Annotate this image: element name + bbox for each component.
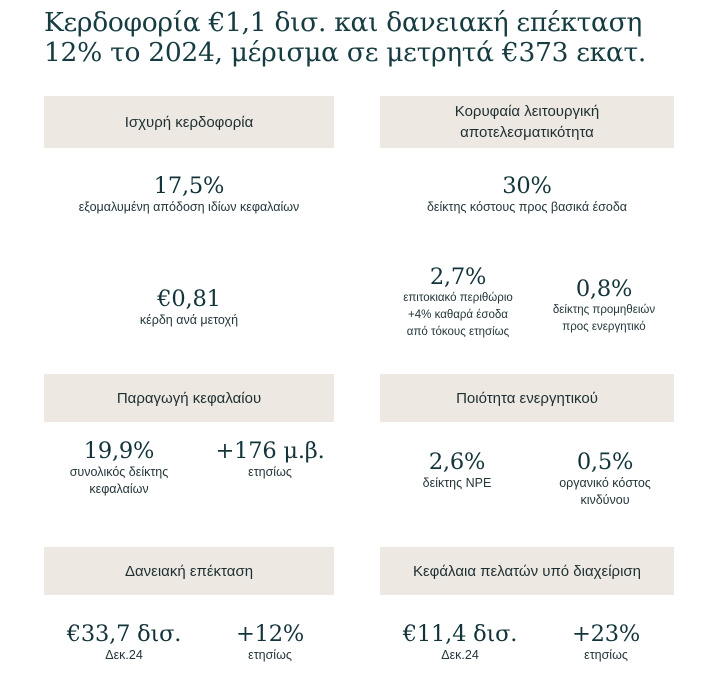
section-heading	[380, 96, 674, 148]
metric-label: ετησίως	[248, 465, 292, 479]
metric-value: €11,4 δισ.	[402, 621, 518, 647]
page-title-line-2: 12% το 2024, μέρισμα σε μετρητά €373 εκατ.	[44, 37, 647, 68]
metric-label-line-1: επιτοκιακό περιθώριο	[403, 292, 513, 304]
metric-label-line-2: κινδύνου	[580, 493, 630, 507]
section-heading: Κεφάλαια πελατών υπό διαχείριση	[380, 547, 674, 595]
metric-label-line-3: από τόκους ετησίως	[406, 326, 510, 338]
metric-cost-income	[380, 173, 674, 216]
page-title	[44, 8, 704, 68]
metric-label: κέρδη ανά μετοχή	[139, 313, 239, 327]
metric-label: ετησίως	[248, 648, 292, 662]
metric-nim	[384, 264, 532, 341]
metric-value: 2,6%	[428, 449, 486, 475]
metric-cost-of-risk	[532, 449, 678, 509]
metric-label: Δεκ.24	[441, 648, 479, 662]
metric-label: ετησίως	[584, 648, 628, 662]
section-heading: Δανειακή επέκταση	[44, 547, 334, 595]
metric-label-line-1: οργανικό κόστος	[559, 476, 651, 490]
section-heading: Ισχυρή κερδοφορία	[44, 96, 334, 148]
metric-value: 0,5%	[576, 449, 634, 475]
metric-capital-change	[196, 438, 344, 481]
metric-label: δείκτης NPE	[422, 476, 492, 490]
metric-label-line-1: συνολικός δείκτης	[69, 465, 169, 479]
metric-label: εξομαλυμένη απόδοση ιδίων κεφαλαίων	[78, 200, 300, 214]
metric-loans	[44, 621, 204, 664]
metric-value: +12%	[235, 621, 305, 647]
section-heading-line-1: Κορυφαία λειτουργική	[454, 103, 600, 120]
metric-label-line-1: δείκτης προμηθειών	[552, 304, 656, 316]
metric-value: 0,8%	[575, 276, 633, 302]
metric-fees-assets	[532, 276, 676, 336]
metric-label: Δεκ.24	[105, 648, 143, 662]
metric-value: 17,5%	[153, 173, 225, 199]
metric-label: δείκτης κόστους προς βασικά έσοδα	[426, 200, 628, 214]
metric-value: +176 μ.β.	[215, 438, 325, 464]
page-title-line-1: Κερδοφορία €1,1 δισ. και δανειακή επέκταση	[44, 7, 642, 38]
metric-value: 2,7%	[429, 264, 487, 290]
metric-value: €33,7 δισ.	[66, 621, 182, 647]
metric-aum	[380, 621, 540, 664]
metric-npe-ratio	[384, 449, 530, 492]
metric-value: +23%	[571, 621, 641, 647]
metric-label-line-2: κεφαλαίων	[89, 482, 149, 496]
metric-label-line-2: +4% καθαρά έσοδα	[408, 309, 508, 321]
metric-value: 19,9%	[83, 438, 155, 464]
metric-aum-growth	[536, 621, 676, 664]
metric-roe	[44, 173, 334, 216]
metric-value: €0,81	[157, 286, 221, 312]
section-heading-line-2: αποτελεσματικότητα	[460, 124, 594, 141]
section-heading: Παραγωγή κεφαλαίου	[44, 374, 334, 422]
metric-loan-growth	[200, 621, 340, 664]
metric-value: 30%	[502, 173, 552, 199]
metric-total-capital-ratio	[44, 438, 194, 498]
section-heading: Ποιότητα ενεργητικού	[380, 374, 674, 422]
metric-eps	[44, 286, 334, 329]
metric-label-line-2: προς ενεργητικό	[562, 321, 646, 333]
